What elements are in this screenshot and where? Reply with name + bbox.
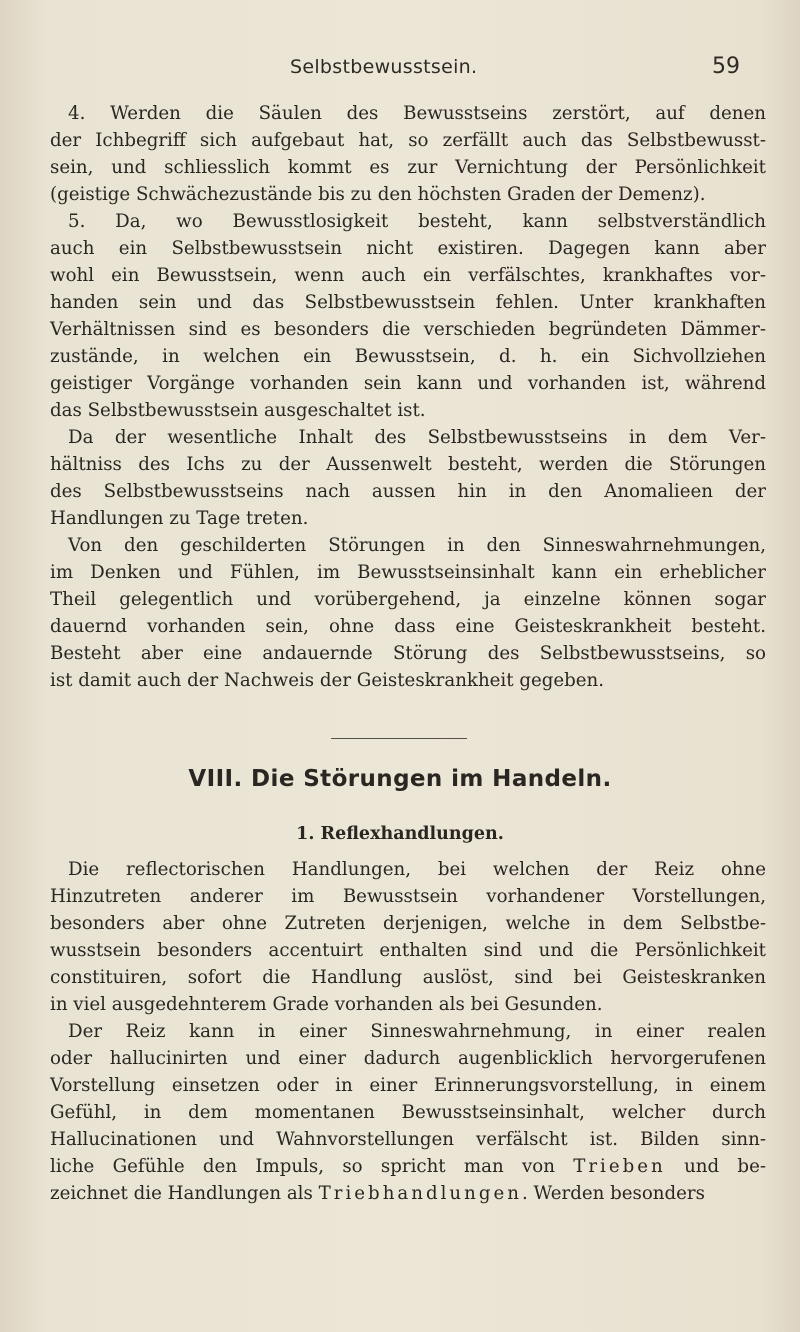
text-line: wusstsein besonders accentuirt enthalten sind und die Persönlichkeit bbox=[50, 940, 766, 961]
text-line: Verhältnissen sind es besonders die verschieden begründeten Dämmer- bbox=[50, 319, 766, 340]
paragraph-block-upper bbox=[50, 100, 766, 694]
text-line: constituiren, sofort die Handlung auslöst, sind bei Geisteskranken bbox=[50, 967, 766, 988]
text-line: dauernd vorhanden sein, ohne dass eine Geisteskrankheit besteht. bbox=[50, 616, 766, 637]
running-header-title: Selbstbewusstsein. bbox=[290, 56, 478, 78]
text-line: ist damit auch der Nachweis der Geisteskrankheit gegeben. bbox=[50, 670, 605, 691]
text-run: liche Gefühle den Impuls, so spricht man von bbox=[50, 1156, 555, 1177]
page-number: 59 bbox=[712, 54, 740, 79]
text-run: . Werden besonders bbox=[521, 1183, 705, 1204]
text-line: Da der wesentliche Inhalt des Selbstbewusstseins in dem Ver- bbox=[68, 427, 766, 448]
text-line: geistiger Vorgänge vorhanden sein kann und vorhanden ist, während bbox=[50, 373, 766, 394]
text-line: oder hallucinirten und einer dadurch augenblicklich hervorgerufenen bbox=[50, 1048, 766, 1069]
text-line: (geistige Schwächezustände bis zu den höchsten Graden der Demenz). bbox=[50, 184, 706, 205]
text-line: Hallucinationen und Wahnvorstellungen verfälscht ist. Bilden sinn- bbox=[50, 1129, 766, 1150]
text-line: im Denken und Fühlen, im Bewusstseinsinhalt kann ein erheblicher bbox=[50, 562, 766, 583]
paragraph-block-lower bbox=[50, 856, 766, 1207]
text-line: wohl ein Bewusstsein, wenn auch ein verfälschtes, krankhaftes vor- bbox=[50, 265, 766, 286]
text-line: Von den geschilderten Störungen in den Sinneswahrnehmungen, bbox=[68, 535, 766, 556]
text-line: Handlungen zu Tage treten. bbox=[50, 508, 309, 529]
emphasized-term: Triebhandlungen bbox=[318, 1183, 522, 1204]
emphasized-term: Trieben bbox=[573, 1156, 666, 1177]
text-line-mixed bbox=[50, 1180, 766, 1207]
text-line: Hinzutreten anderer im Bewusstsein vorhandener Vorstellungen, bbox=[50, 886, 766, 907]
text-line: hältniss des Ichs zu der Aussenwelt besteht, werden die Störungen bbox=[50, 454, 766, 475]
text-line: in viel ausgedehnterem Grade vorhanden als bei Gesunden. bbox=[50, 994, 603, 1015]
text-line: 4. Werden die Säulen des Bewusstseins zerstört, auf denen bbox=[68, 103, 766, 124]
text-run: und be- bbox=[684, 1156, 766, 1177]
text-run: zeichnet die Handlungen als bbox=[50, 1183, 313, 1204]
text-line: Gefühl, in dem momentanen Bewusstseinsinhalt, welcher durch bbox=[50, 1102, 766, 1123]
text-line: Besteht aber eine andauernde Störung des Selbstbewusstseins, so bbox=[50, 643, 766, 664]
text-line: Die reflectorischen Handlungen, bei welchen der Reiz ohne bbox=[68, 859, 766, 880]
text-line: auch ein Selbstbewusstsein nicht existiren. Dagegen kann aber bbox=[50, 238, 766, 259]
text-line: des Selbstbewusstseins nach aussen hin in den Anomalieen der bbox=[50, 481, 766, 502]
text-line: Vorstellung einsetzen oder in einer Erinnerungsvorstellung, in einem bbox=[50, 1075, 766, 1096]
text-line-mixed bbox=[50, 1153, 766, 1180]
text-line: sein, und schliesslich kommt es zur Vernichtung der Persönlichkeit bbox=[50, 157, 766, 178]
text-line: Der Reiz kann in einer Sinneswahrnehmung, in einer realen bbox=[68, 1021, 766, 1042]
text-line: handen sein und das Selbstbewusstsein fehlen. Unter krankhaften bbox=[50, 292, 766, 313]
text-line: Theil gelegentlich und vorübergehend, ja einzelne können sogar bbox=[50, 589, 766, 610]
section-heading: 1. Reflexhandlungen. bbox=[296, 824, 504, 844]
text-line: der Ichbegriff sich aufgebaut hat, so zerfällt auch das Selbstbewusst- bbox=[50, 130, 766, 151]
text-line: 5. Da, wo Bewusstlosigkeit besteht, kann selbstverständlich bbox=[68, 211, 766, 232]
section-divider-rule bbox=[331, 738, 467, 739]
chapter-heading: VIII. Die Störungen im Handeln. bbox=[188, 766, 612, 792]
text-line: zustände, in welchen ein Bewusstsein, d. h. ein Sichvollziehen bbox=[50, 346, 766, 367]
text-line: besonders aber ohne Zutreten derjenigen, welche in dem Selbstbe- bbox=[50, 913, 766, 934]
text-line: das Selbstbewusstsein ausgeschaltet ist. bbox=[50, 400, 426, 421]
